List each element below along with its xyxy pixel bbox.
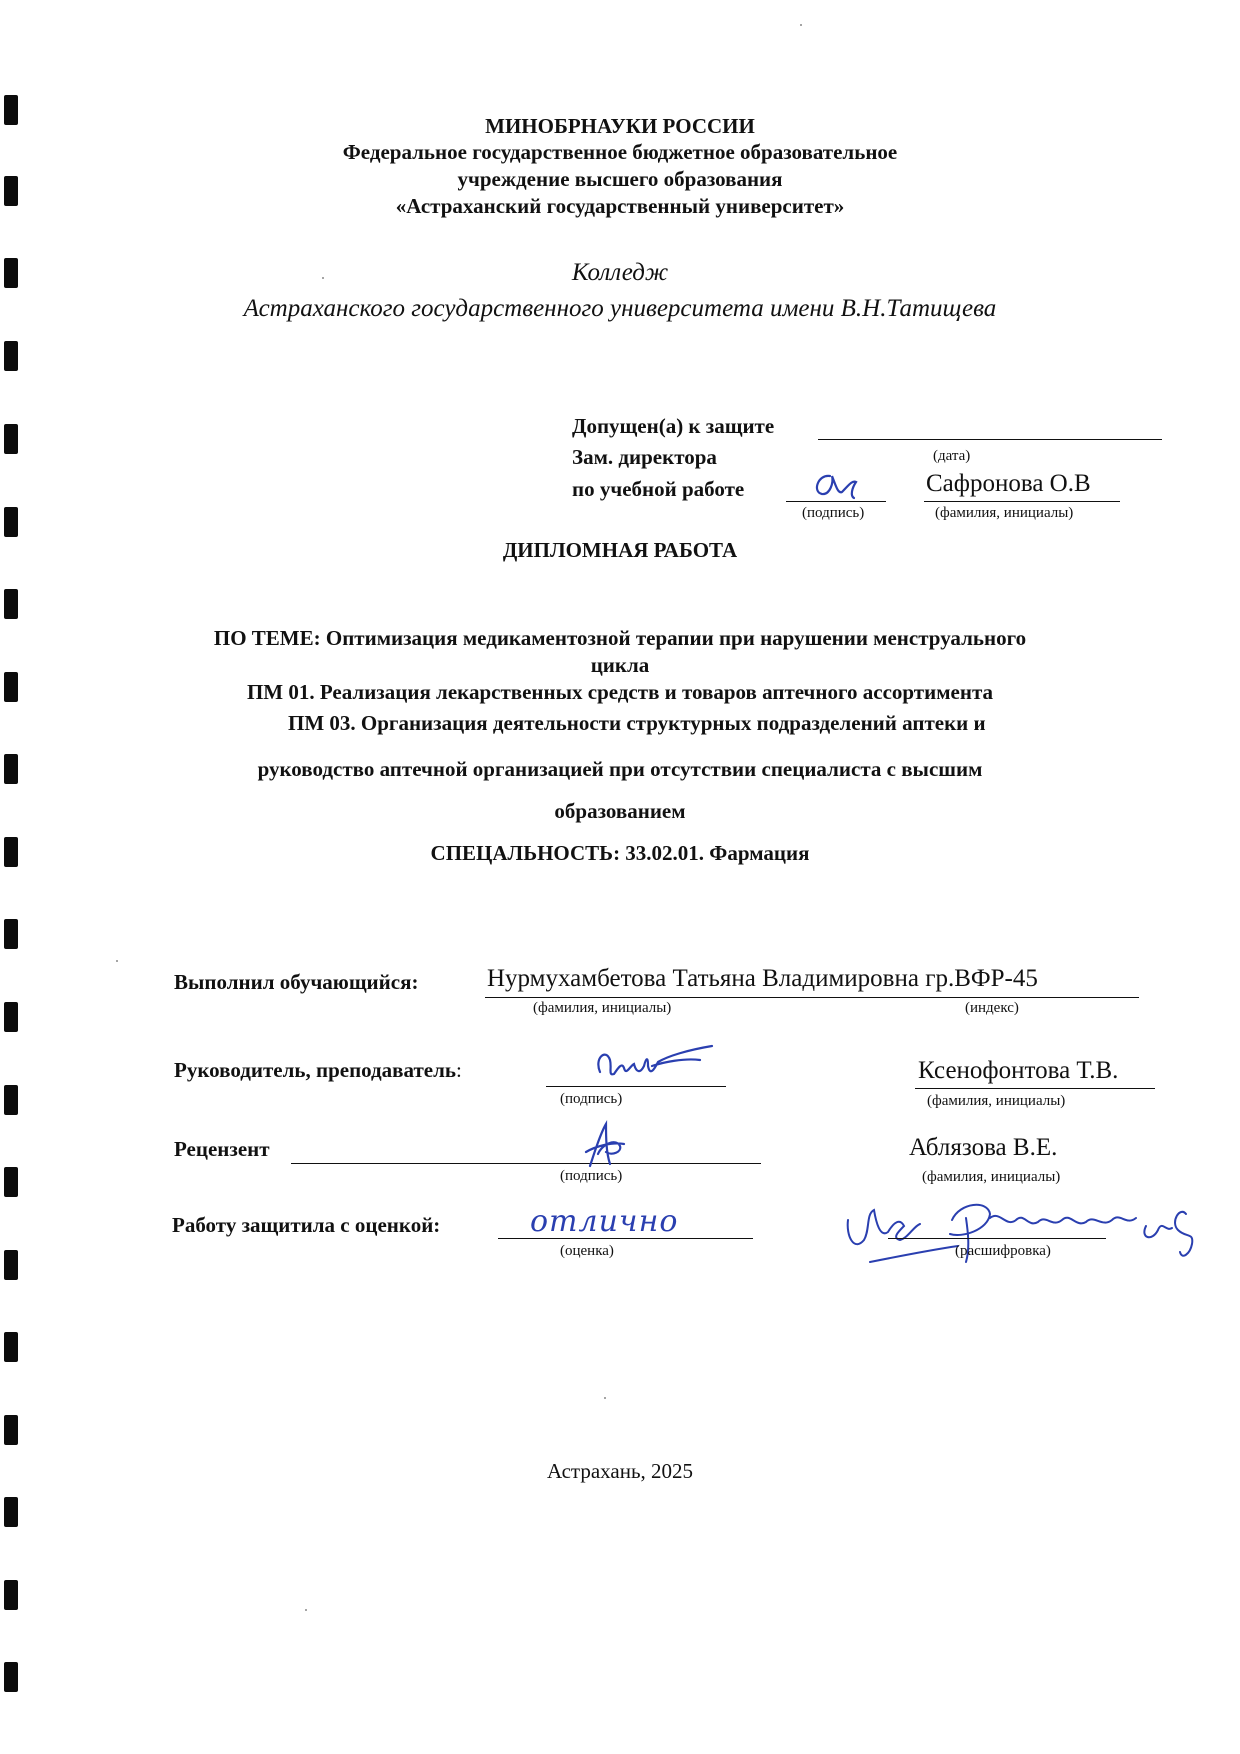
grade-caption: (оценка) <box>560 1243 614 1259</box>
reviewer-name: Аблязова В.Е. <box>909 1134 1058 1161</box>
topic-line-2: цикла <box>590 653 650 677</box>
student-name: Нурмухамбетова Татьяна Владимировна гр.ВФР-45 <box>487 965 1038 992</box>
college-line-2: Астраханского государственного университета имени В.Н.Татищева <box>243 295 997 322</box>
place-year: Астрахань, 2025 <box>546 1459 694 1483</box>
org-line-1: Федеральное государственное бюджетное образовательное <box>342 140 898 164</box>
supervisor-signature-icon <box>588 1036 718 1092</box>
reviewer-signature-caption: (подпись) <box>560 1168 623 1184</box>
university-name: «Астраханский государственный университет» <box>395 194 845 218</box>
reviewer-signature-icon <box>576 1118 636 1174</box>
module-03-line-3: образованием <box>554 799 686 823</box>
supervisor-name: Ксенофонтова Т.В. <box>918 1057 1119 1084</box>
topic-line-1: ПО ТЕМЕ: Оптимизация медикаментозной терапии при нарушении менструального <box>213 626 1027 650</box>
index-caption: (индекс) <box>965 1000 1019 1016</box>
deputy-label: Зам. директора <box>572 445 717 469</box>
reviewer-name-caption: (фамилия, инициалы) <box>922 1169 1061 1185</box>
date-line <box>818 439 1162 440</box>
org-line-2: учреждение высшего образования <box>457 167 783 191</box>
chair-signature-icon <box>840 1192 1218 1274</box>
supervisor-name-caption: (фамилия, инициалы) <box>927 1093 1066 1109</box>
college-line-1: Колледж <box>571 259 669 286</box>
student-name-line <box>485 997 1139 998</box>
student-label: Выполнил обучающийся: <box>174 970 419 994</box>
supervisor-name-line <box>915 1088 1155 1089</box>
admitted-label: Допущен(а) к защите <box>572 414 775 438</box>
defense-label: Работу защитила с оценкой: <box>172 1213 441 1237</box>
reviewer-signature-line <box>291 1163 761 1164</box>
date-caption: (дата) <box>933 448 971 464</box>
reviewer-label: Рецензент <box>174 1137 270 1161</box>
module-03-line-2: руководство аптечной организацией при отсутствии специалиста с высшим <box>257 757 983 781</box>
specialty: СПЕЦАЛЬНОСТЬ: 33.02.01. Фармация <box>430 841 810 865</box>
director-name-line <box>924 501 1120 502</box>
module-03-line-1: ПМ 03. Организация деятельности структурных подразделений аптеки и <box>288 711 986 735</box>
grade-handwritten: отлично <box>530 1204 679 1239</box>
module-01: ПМ 01. Реализация лекарственных средств и товаров аптечного ассортимента <box>246 680 994 704</box>
director-signature-caption: (подпись) <box>802 505 865 521</box>
director-name-caption: (фамилия, инициалы) <box>935 505 1074 521</box>
transcript-line <box>888 1238 1106 1239</box>
supervisor-label: Руководитель, преподаватель: <box>174 1058 462 1082</box>
supervisor-signature-caption: (подпись) <box>560 1091 623 1107</box>
ministry-title: МИНОБРНАУКИ РОССИИ <box>485 114 755 138</box>
student-name-caption: (фамилия, инициалы) <box>533 1000 672 1016</box>
director-name: Сафронова О.В <box>926 470 1091 497</box>
director-signature-icon <box>808 462 868 506</box>
transcript-caption: (расшифровка) <box>955 1243 1051 1259</box>
work-type: ДИПЛОМНАЯ РАБОТА <box>502 538 738 562</box>
academic-label: по учебной работе <box>572 477 745 501</box>
